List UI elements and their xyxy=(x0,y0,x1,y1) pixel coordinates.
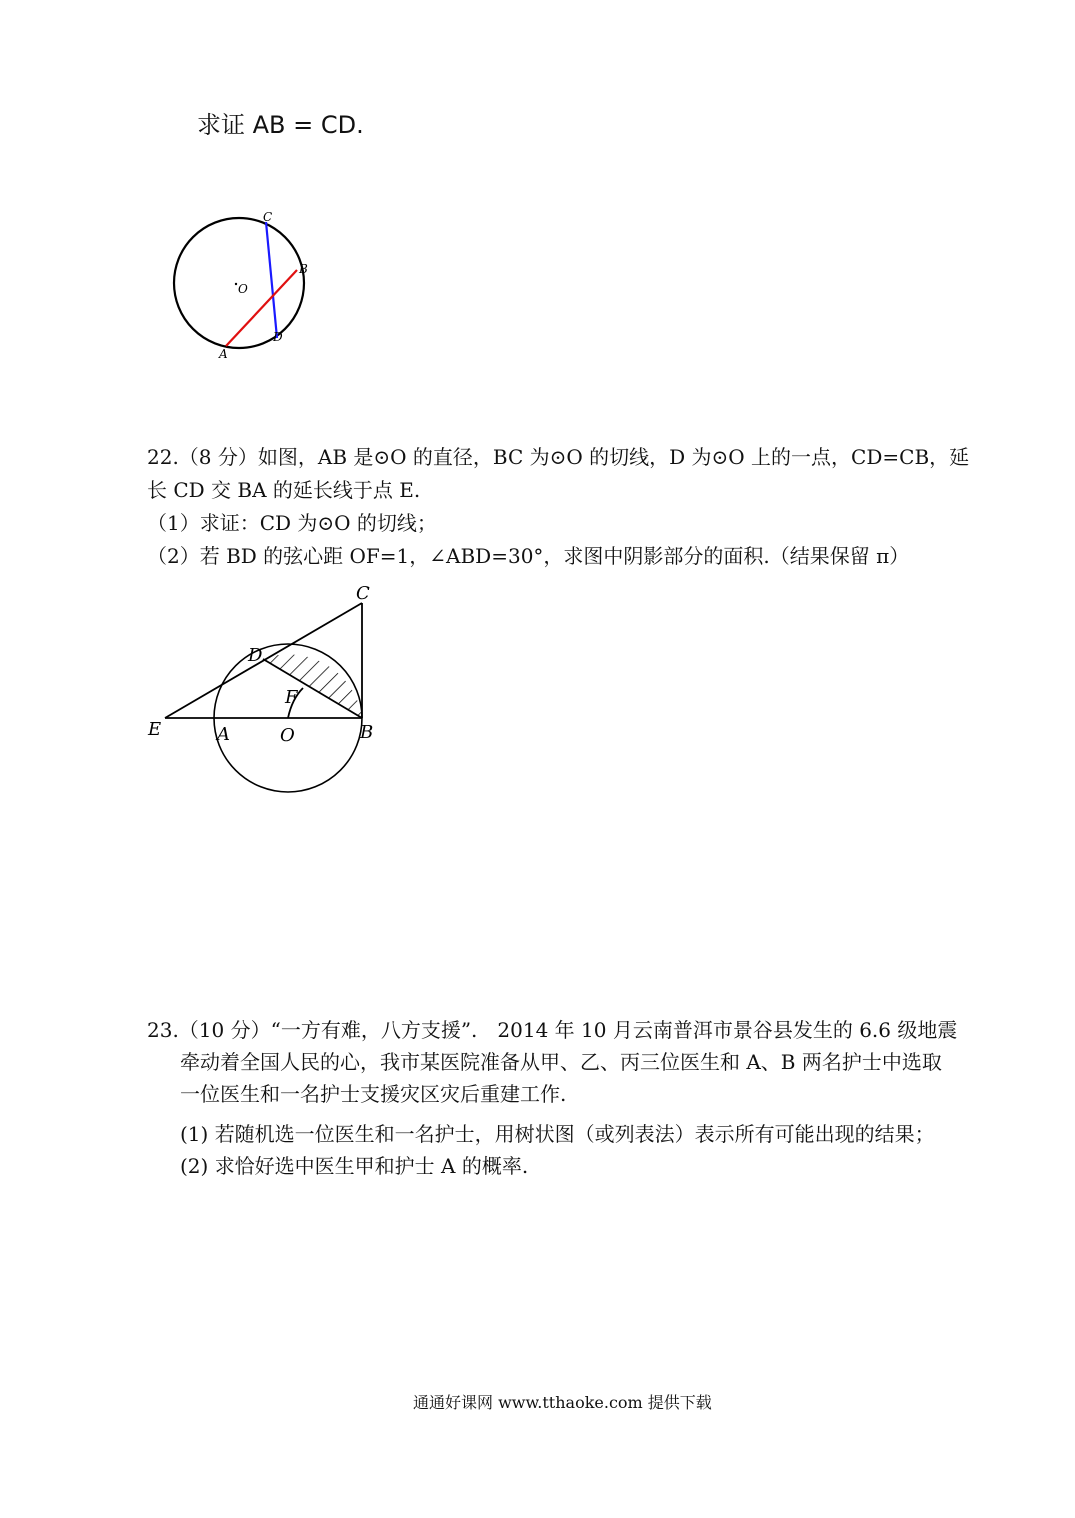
q22-geometry-figure xyxy=(140,575,400,790)
q23-part2: (2) 求恰好选中医生甲和护士 A 的概率. xyxy=(180,1154,529,1178)
q21-label-c: C xyxy=(263,210,273,224)
q22-part1: （1）求证：CD 为⊙O 的切线； xyxy=(147,511,437,535)
q22-label-b: B xyxy=(360,722,374,743)
q22-stem-line1: 22.（8 分）如图，AB 是⊙O 的直径，BC 为⊙O 的切线，D 为⊙O 上的一点，CD=CB，延 xyxy=(147,445,970,469)
q22-label-a: A xyxy=(217,724,230,745)
q22-label-o: O xyxy=(280,725,295,746)
q23-stem-line3: 一位医生和一名护士支援灾区灾后重建工作. xyxy=(180,1082,567,1106)
page-footer: 通通好课网 www.tthaoke.com 提供下载 xyxy=(413,1393,712,1412)
q22-part2: （2）若 BD 的弦心距 OF=1，∠ABD=30°，求图中阴影部分的面积.（结果保留 π） xyxy=(147,544,910,568)
q21-circle-figure xyxy=(160,205,340,375)
q21-label-b: B xyxy=(299,262,308,276)
q22-label-c: C xyxy=(356,583,370,604)
q22-stem-line2: 长 CD 交 BA 的延长线于点 E. xyxy=(147,478,421,502)
q21-chord-cd xyxy=(266,222,277,338)
q22-label-e: E xyxy=(148,719,162,740)
q23-part1: (1) 若随机选一位医生和一名护士，用树状图（或列表法）表示所有可能出现的结果； xyxy=(180,1122,935,1146)
q22-label-d: D xyxy=(248,645,263,666)
q21-prove-statement: 求证 AB = CD. xyxy=(197,111,364,139)
q22-label-f: F xyxy=(285,687,298,708)
q23-stem-line2: 牵动着全国人民的心，我市某医院准备从甲、乙、丙三位医生和 A、B 两名护士中选取 xyxy=(180,1050,942,1074)
q21-center-point xyxy=(235,283,237,285)
q21-label-d: D xyxy=(273,330,283,344)
q21-chord-ab xyxy=(226,270,297,346)
q21-label-a: A xyxy=(219,347,228,361)
q23-stem-line1: 23.（10 分）“一方有难，八方支援”. 2014 年 10 月云南普洱市景谷县发生的 6.6 级地震 xyxy=(147,1018,958,1042)
q21-label-o: O xyxy=(238,282,248,296)
